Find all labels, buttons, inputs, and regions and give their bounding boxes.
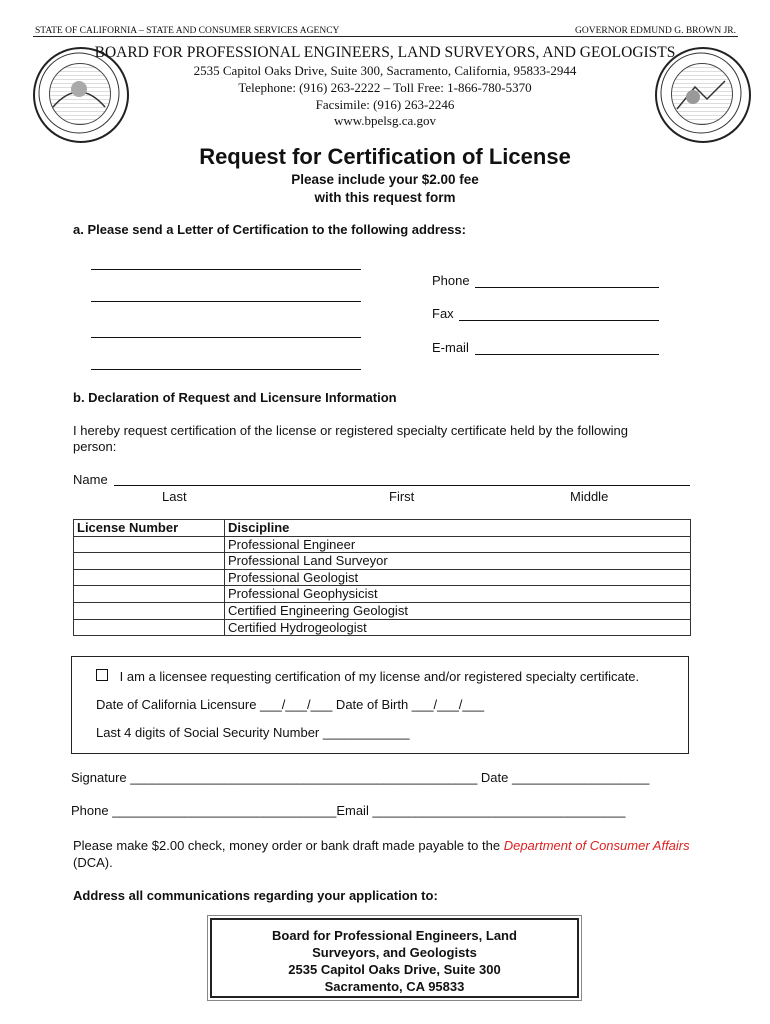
- discipline-cell: Professional Geophysicist: [225, 586, 691, 603]
- first-name-label: First: [389, 489, 415, 504]
- address-line-3[interactable]: [91, 337, 361, 338]
- payment-instructions: [73, 837, 713, 871]
- discipline-cell: Certified Engineering Geologist: [225, 602, 691, 619]
- table-row: [74, 619, 691, 636]
- section-b-heading: b. Declaration of Request and Licensure Information: [73, 390, 397, 405]
- licensure-dob-line[interactable]: Date of California Licensure ___/___/___ Date of Birth ___/___/___: [96, 697, 485, 712]
- mail-line-3: 2535 Capitol Oaks Drive, Suite 300: [288, 962, 501, 977]
- discipline-cell: Professional Engineer: [225, 536, 691, 553]
- phone-email-line[interactable]: Phone _______________________________Email ___________________________________: [71, 803, 626, 818]
- table-row: [74, 569, 691, 586]
- table-row: [74, 586, 691, 603]
- ssn-line[interactable]: Last 4 digits of Social Security Number ____________: [96, 725, 410, 740]
- licensee-box: [71, 656, 689, 754]
- governor-text: GOVERNOR EDMUND G. BROWN JR.: [575, 26, 736, 36]
- middle-name-label: Middle: [570, 489, 609, 504]
- license-table: [73, 519, 691, 636]
- table-header-row: [74, 520, 691, 537]
- section-a-heading: a. Please send a Letter of Certification to the following address:: [73, 222, 466, 237]
- agency-text: STATE OF CALIFORNIA – STATE AND CONSUMER SERVICES AGENCY: [35, 26, 340, 36]
- license-number-cell[interactable]: [74, 553, 225, 570]
- phone-field[interactable]: [475, 287, 659, 288]
- last-name-label: Last: [162, 489, 187, 504]
- fax-label: Fax: [432, 306, 454, 321]
- top-bar: [33, 22, 738, 37]
- board-facsimile: Facsimile: (916) 263-2246: [315, 97, 455, 112]
- signature-date-line[interactable]: Signature ________________________________________________ Date ___________________: [71, 770, 650, 785]
- licensee-checkbox-label: I am a licensee requesting certification of my license and/or registered specialty certificate.: [119, 669, 640, 684]
- name-field[interactable]: [114, 485, 690, 486]
- payment-text-end: (DCA).: [73, 855, 113, 870]
- table-row: [74, 553, 691, 570]
- board-telephone: Telephone: (916) 263-2222 – Toll Free: 1-866-780-5370: [238, 80, 532, 95]
- page-title: Request for Certification of License: [199, 144, 571, 169]
- phone-label: Phone: [432, 273, 470, 288]
- address-line-4[interactable]: [91, 369, 361, 370]
- declaration-text: I hereby request certification of the license or registered specialty certificate held by the following: [73, 423, 628, 438]
- license-number-cell[interactable]: [74, 586, 225, 603]
- mail-line-2: Surveyors, and Geologists: [312, 945, 477, 960]
- fax-field[interactable]: [459, 320, 659, 321]
- license-number-cell[interactable]: [74, 619, 225, 636]
- mail-line-1: Board for Professional Engineers, Land: [272, 928, 517, 943]
- mail-line-4: Sacramento, CA 95833: [324, 979, 465, 994]
- discipline-cell: Certified Hydrogeologist: [225, 619, 691, 636]
- fee-note: Please include your $2.00 fee: [291, 172, 479, 187]
- license-number-cell[interactable]: [74, 536, 225, 553]
- license-number-header: License Number: [74, 520, 225, 537]
- address-heading: Address all communications regarding your application to:: [73, 888, 438, 903]
- license-number-cell[interactable]: [74, 602, 225, 619]
- payment-text: Please make $2.00 check, money order or bank draft made payable to the: [73, 838, 504, 853]
- address-line-2[interactable]: [91, 301, 361, 302]
- licensee-checkbox-row: [96, 669, 639, 684]
- licensee-checkbox[interactable]: [96, 669, 108, 681]
- email-field[interactable]: [475, 354, 659, 355]
- table-row: [74, 602, 691, 619]
- discipline-cell: Professional Land Surveyor: [225, 553, 691, 570]
- board-address: 2535 Capitol Oaks Drive, Suite 300, Sacramento, California, 95833-2944: [193, 63, 577, 78]
- discipline-cell: Professional Geologist: [225, 569, 691, 586]
- address-line-1[interactable]: [91, 269, 361, 270]
- name-label: Name: [73, 472, 108, 487]
- license-number-cell[interactable]: [74, 569, 225, 586]
- mailing-address-box: [210, 918, 579, 998]
- discipline-header: Discipline: [225, 520, 691, 537]
- fee-note-2: with this request form: [314, 190, 456, 205]
- dca-link: Department of Consumer Affairs: [503, 838, 690, 853]
- declaration-text-2: person:: [73, 439, 117, 454]
- board-website: www.bpelsg.ca.gov: [333, 113, 437, 128]
- email-label: E-mail: [432, 340, 469, 355]
- table-row: [74, 536, 691, 553]
- board-name: BOARD FOR PROFESSIONAL ENGINEERS, LAND SURVEYORS, AND GEOLOGISTS: [94, 44, 676, 61]
